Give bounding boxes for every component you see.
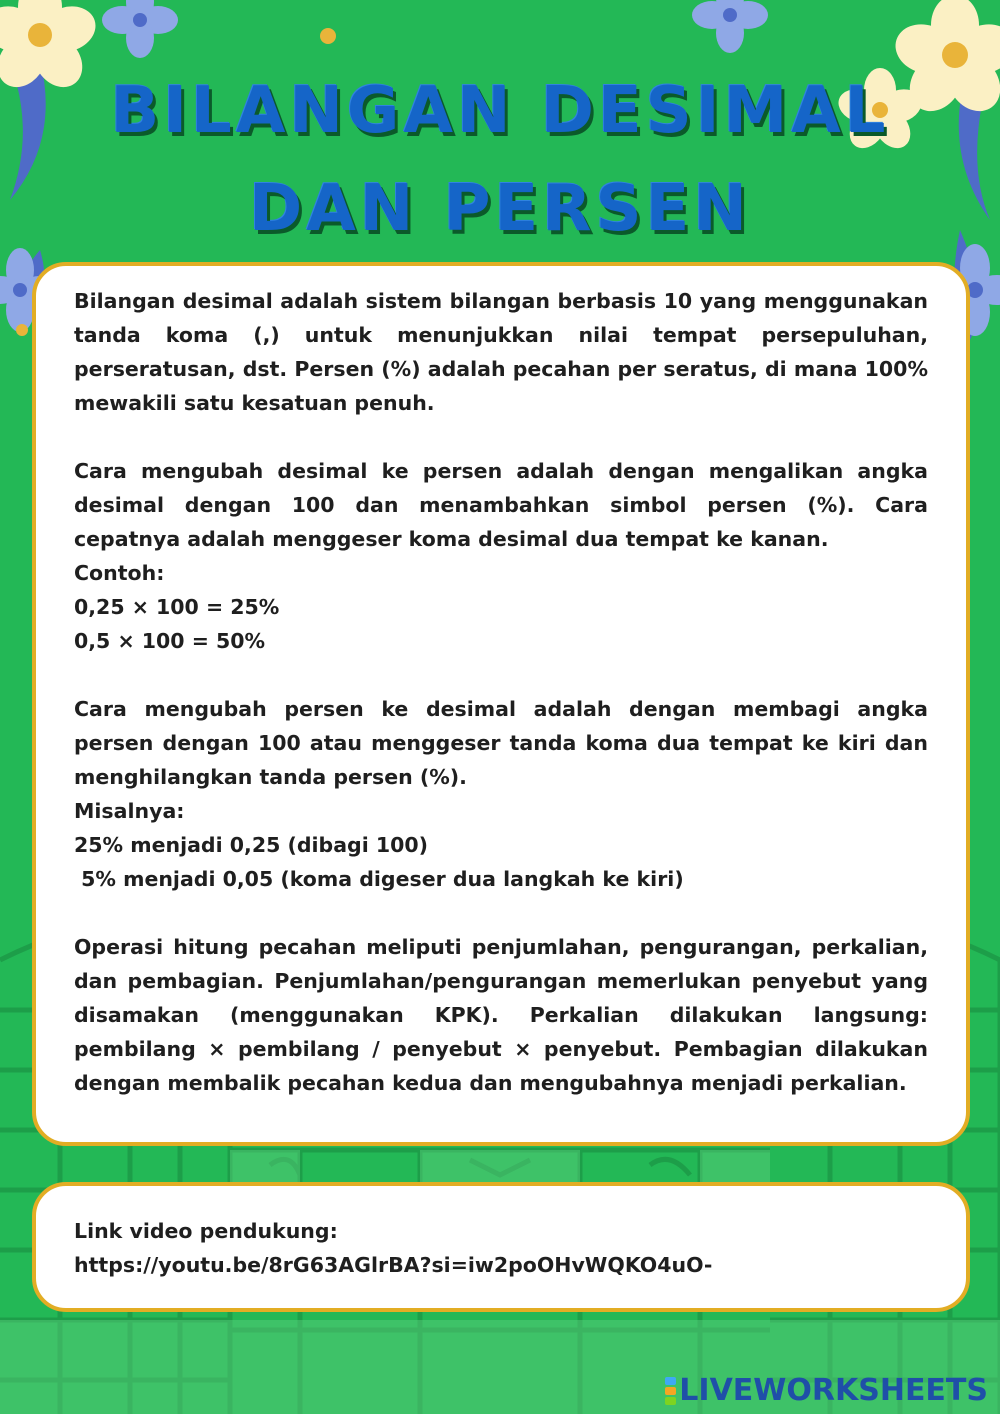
spacer [74, 420, 928, 454]
spacer [74, 658, 928, 692]
example-label: Contoh: [74, 561, 165, 585]
example-line: 0,5 × 100 = 50% [74, 629, 266, 653]
paragraph-definition: Bilangan desimal adalah sistem bilangan berbasis 10 yang menggunakan tanda koma (,) untuk menunjukkan nilai tempat persepuluhan, perseratusan, dst. Persen (%) adalah pecahan per seratus, di mana 100% mewakili satu kesatuan penuh. [74, 289, 928, 415]
instance-label: Misalnya: [74, 799, 185, 823]
paragraph-decimal-to-percent: Cara mengubah desimal ke persen adalah dengan mengalikan angka desimal dengan 100 dan menambahkan simbol persen (%). Cara cepatnya adalah menggeser koma desimal dua tempat ke kanan. [74, 459, 928, 551]
example-line: 0,25 × 100 = 25% [74, 595, 280, 619]
paragraph-fraction-operations: Operasi hitung pecahan meliputi penjumlahan, pengurangan, perkalian, dan pembagian. Penjumlahan/pengurangan memerlukan penyebut yang disamakan (menggunakan KPK). Perkalian dilakukan langsung: pembilang × pembilang / penyebut × penyebut. Pembagian dilakukan dengan membalik pecahan kedua dan mengubahnya menjadi perkalian. [74, 935, 928, 1095]
liveworksheets-logo-icon [665, 1376, 676, 1406]
video-link-card [32, 1182, 970, 1312]
video-link-label: Link video pendukung: [74, 1219, 338, 1243]
video-link-url[interactable]: https://youtu.be/8rG63AGlrBA?si=iw2poOHvWQKO4uO- [74, 1253, 713, 1277]
logo-text: LIVEWORKSHEETS [679, 1373, 988, 1408]
title-line-1: BILANGAN DESIMAL [110, 74, 890, 148]
liveworksheets-logo [665, 1373, 988, 1408]
content-card [32, 262, 970, 1146]
title-line-2: DAN PERSEN [249, 172, 751, 246]
instance-line: 25% menjadi 0,25 (dibagi 100) [74, 833, 429, 857]
page-title [0, 62, 1000, 258]
paragraph-percent-to-decimal: Cara mengubah persen ke desimal adalah dengan membagi angka persen dengan 100 atau menggeser tanda koma dua tempat ke kiri dan menghilangkan tanda persen (%). [74, 697, 928, 789]
instance-line: 5% menjadi 0,05 (koma digeser dua langkah ke kiri) [74, 867, 684, 891]
spacer [74, 896, 928, 930]
